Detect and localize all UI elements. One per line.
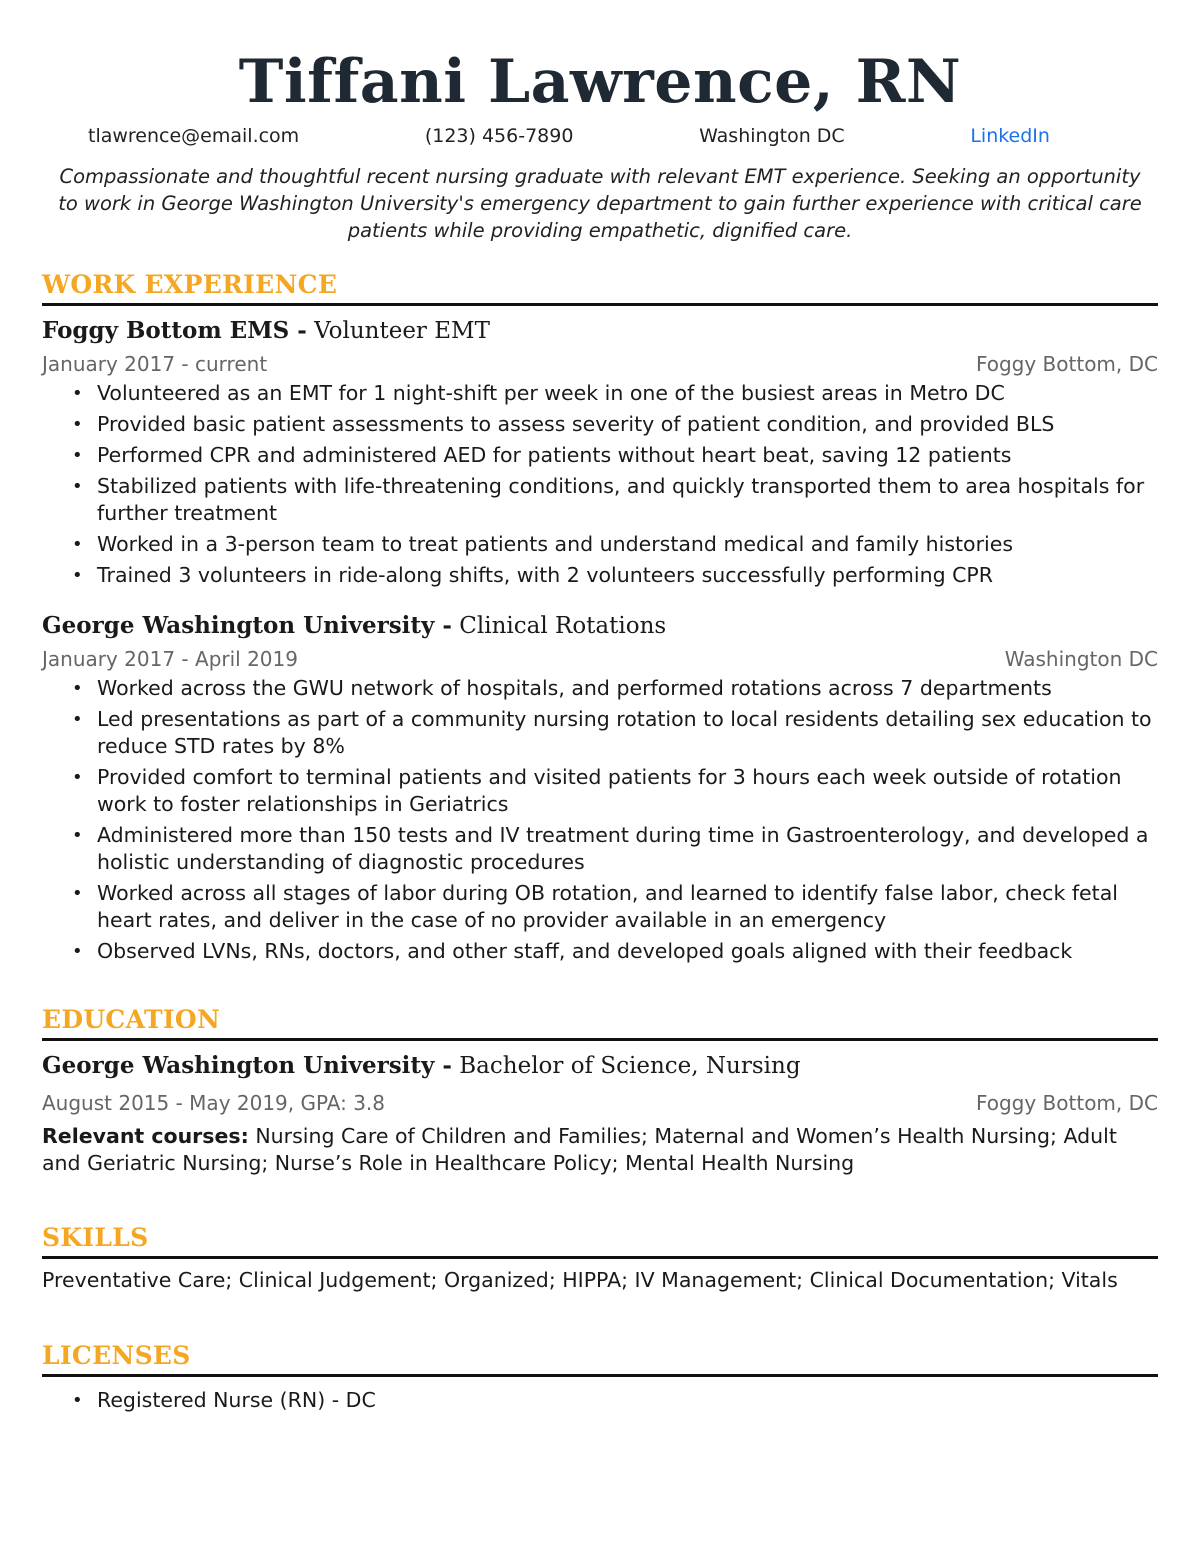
education-degree: Bachelor of Science, Nursing [451, 1053, 801, 1079]
job-dates: January 2017 - April 2019 [42, 647, 298, 671]
section-title-licenses: LICENSES [42, 1341, 191, 1370]
job-title [42, 611, 1158, 641]
list-item: • Stabilized patients with life-threatening conditions, and quickly transported them to area hospitals for further treatment [42, 473, 1158, 527]
section-divider [42, 303, 1158, 306]
job-location: Foggy Bottom, DC [975, 352, 1158, 376]
section-divider [42, 1038, 1158, 1041]
job-dates: January 2017 - current [42, 352, 268, 376]
email-text: tlawrence@email.com [88, 125, 300, 147]
candidate-name: Tiffani Lawrence, RN [238, 47, 962, 117]
list-item: • Registered Nurse (RN) - DC [42, 1387, 1158, 1414]
job-entry-2 [42, 611, 1158, 965]
job-bullets [42, 380, 1158, 589]
skills-text: Preventative Care; Clinical Judgement; Organized; HIPPA; IV Management; Clinical Documentation; Vitals [42, 1268, 1118, 1292]
relevant-courses [42, 1123, 1158, 1177]
list-item: • Administered more than 150 tests and IV treatment during time in Gastroenterology, and developed a holistic understanding of diagnostic procedures [42, 822, 1158, 876]
section-title-skills: SKILLS [42, 1223, 149, 1252]
education-dates: August 2015 - May 2019, GPA: 3.8 [42, 1091, 386, 1115]
education-title [42, 1051, 1158, 1081]
contact-row [42, 124, 1158, 148]
resume-page [42, 40, 1158, 1418]
education-location: Foggy Bottom, DC [975, 1091, 1158, 1115]
list-item: • Volunteered as an EMT for 1 night-shift per week in one of the busiest areas in Metro DC [42, 380, 1158, 407]
location-text: Washington DC [699, 125, 845, 147]
job-org: Foggy Bottom EMS - [42, 317, 307, 344]
list-item: • Performed CPR and administered AED for patients without heart beat, saving 12 patients [42, 442, 1158, 469]
education-section [42, 1005, 1158, 1177]
job-org: George Washington University - [42, 612, 452, 639]
phone-text: (123) 456-7890 [424, 125, 574, 147]
courses-text: Nursing Care of Children and Families; Maternal and Women’s Health Nursing; Adult and Geriatric Nursing; Nurse’s Role in Healthcare Policy; Mental Health Nursing [42, 1124, 1117, 1175]
licenses-list [42, 1387, 1158, 1414]
list-item: • Led presentations as part of a community nursing rotation to local residents detailing sex education to reduce STD rates by 8% [42, 706, 1158, 760]
skills-section [42, 1223, 1158, 1294]
list-item: • Provided comfort to terminal patients and visited patients for 3 hours each week outside of rotation work to foster relationships in Geriatrics [42, 764, 1158, 818]
licenses-section [42, 1341, 1158, 1414]
job-location: Washington DC [1004, 647, 1158, 671]
list-item: • Worked in a 3-person team to treat patients and understand medical and family histories [42, 531, 1158, 558]
list-item: • Observed LVNs, RNs, doctors, and other staff, and developed goals aligned with their feedback [42, 938, 1158, 965]
list-item: • Provided basic patient assessments to assess severity of patient condition, and provided BLS [42, 411, 1158, 438]
list-item: • Worked across all stages of labor during OB rotation, and learned to identify false labor, check fetal heart rates, and deliver in the case of no provider available in an emergency [42, 880, 1158, 934]
section-divider [42, 1256, 1158, 1259]
job-entry-1 [42, 316, 1158, 589]
job-role: Volunteer EMT [306, 318, 490, 344]
section-title-education: EDUCATION [42, 1005, 221, 1034]
job-role: Clinical Rotations [451, 613, 667, 639]
linkedin-link[interactable]: LinkedIn [970, 125, 1050, 147]
section-title-work: WORK EXPERIENCE [42, 270, 338, 299]
job-meta [42, 645, 1158, 673]
list-item: • Worked across the GWU network of hospitals, and performed rotations across 7 departments [42, 675, 1158, 702]
summary-text: Compassionate and thoughtful recent nursing graduate with relevant EMT experience. Seeking an opportunity to work in George Washington University's emergency department to gain further experience with critical care patients while providing empathetic, dignified care. [58, 165, 1142, 242]
courses-label: Relevant courses: [42, 1124, 249, 1148]
list-item: • Trained 3 volunteers in ride-along shifts, with 2 volunteers successfully performing CPR [42, 562, 1158, 589]
education-meta [42, 1089, 1158, 1117]
job-title [42, 316, 1158, 346]
education-org: George Washington University - [42, 1052, 452, 1079]
section-divider [42, 1374, 1158, 1377]
job-bullets [42, 675, 1158, 965]
work-experience-section [42, 270, 1158, 965]
job-meta [42, 350, 1158, 378]
